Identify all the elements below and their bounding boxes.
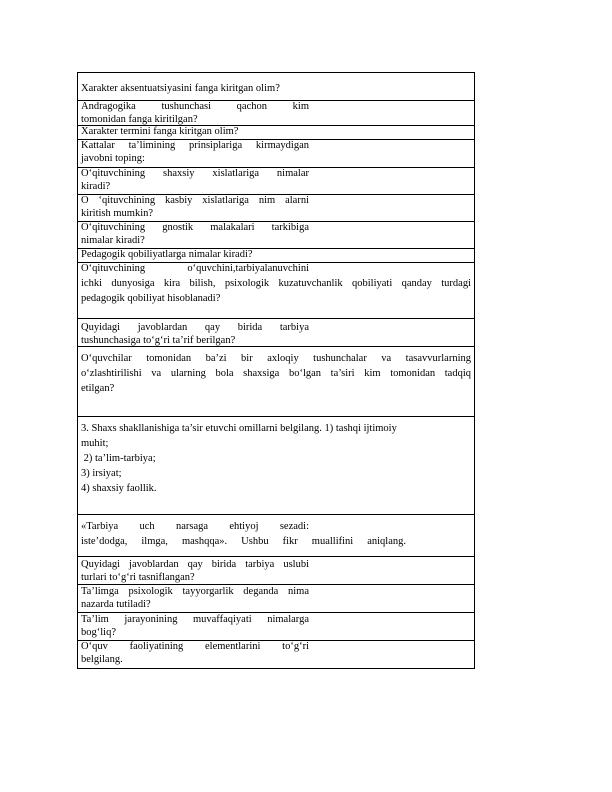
question-text: tushunchasiga to‘g‘ri ta’rif berilgan? bbox=[81, 334, 236, 346]
question-text: kiritish mumkin? bbox=[81, 207, 154, 219]
table-row bbox=[78, 515, 474, 557]
table-row bbox=[78, 168, 474, 195]
question-text: Kattalar ta’limining prinsiplariga kirmaydigan bbox=[81, 140, 309, 151]
question-text: Andragogika tushunchasi qachon kim bbox=[81, 101, 309, 112]
question-text: pedagogik qobiliyat hisoblanadi? bbox=[81, 292, 221, 304]
question-text: muhit; bbox=[81, 438, 109, 449]
question-text: Xarakter aksentuatsiyasini fanga kiritgan olim? bbox=[81, 83, 280, 94]
question-text: 3) irsiyat; bbox=[81, 468, 122, 479]
question-text: O‘quv faoliyatining elementlarini to‘g‘ri bbox=[81, 641, 309, 652]
question-table bbox=[77, 72, 475, 669]
question-text: O‘qituvchining gnostik malakalari tarkibiga bbox=[81, 222, 309, 233]
question-text: turlari to‘g‘ri tasniflangan? bbox=[81, 571, 195, 583]
table-row bbox=[78, 249, 474, 263]
question-text: Ta’limga psixologik tayyorgarlik deganda nima bbox=[81, 586, 309, 597]
table-row bbox=[78, 585, 474, 613]
table-row bbox=[78, 613, 474, 641]
question-text: Quyidagi javoblardan qay birida tarbiya bbox=[81, 322, 309, 333]
question-text: tomonidan fanga kiritilgan? bbox=[81, 113, 198, 125]
question-text: Pedagogik qobiliyatlarga nimalar kiradi? bbox=[81, 249, 253, 260]
table-row bbox=[78, 140, 474, 168]
table-row bbox=[78, 222, 474, 249]
question-text: javobni toping: bbox=[81, 152, 145, 164]
question-text: nazarda tutiladi? bbox=[81, 598, 151, 610]
question-text: o‘zlashtirilishi va ularning bola shaxsiga bo‘lgan ta’siri kim tomonidan tadqiq bbox=[81, 368, 471, 379]
question-text: O‘quvchilar tomonidan ba’zi bir axloqiy tushunchalar va tasavvurlarning bbox=[81, 353, 471, 364]
question-text: Ta’lim jarayonining muvaffaqiyati nimalarga bbox=[81, 614, 309, 625]
table-row bbox=[78, 101, 474, 126]
question-text: belgilang. bbox=[81, 653, 123, 665]
table-row bbox=[78, 347, 474, 417]
question-text: «Tarbiya uch narsaga ehtiyoj sezadi: bbox=[81, 521, 309, 532]
table-row bbox=[78, 557, 474, 585]
table-row bbox=[78, 126, 474, 140]
question-text: 2) ta’lim-tarbiya; bbox=[81, 453, 156, 464]
question-text: bog‘liq? bbox=[81, 626, 116, 638]
question-text: 4) shaxsiy faollik. bbox=[81, 483, 157, 494]
question-text: etilgan? bbox=[81, 383, 115, 394]
question-text: Xarakter termini fanga kiritgan olim? bbox=[81, 126, 239, 137]
question-text: nimalar kiradi? bbox=[81, 234, 145, 246]
question-text: O ‘qituvchining kasbiy xislatlariga nim alarni bbox=[81, 195, 309, 206]
table-row bbox=[78, 641, 474, 668]
question-text: O‘qituvchining o‘quvchini,tarbiyalanuvchini bbox=[81, 263, 309, 274]
table-row bbox=[78, 263, 474, 319]
table-row bbox=[78, 195, 474, 222]
table-row bbox=[78, 73, 474, 101]
question-text: iste’dodga, ilmga, mashqqa». Ushbu fikr muallifini aniqlang. bbox=[81, 536, 406, 547]
question-text: Quyidagi javoblardan qay birida tarbiya uslubi bbox=[81, 559, 309, 570]
table-row bbox=[78, 319, 474, 347]
question-text: kiradi? bbox=[81, 180, 111, 192]
question-text: O‘qituvchining shaxsiy xislatlariga nimalar bbox=[81, 168, 309, 179]
question-text: ichki dunyosiga kira bilish, psixologik kuzatuvchanlik qobiliyati qanday turdagi bbox=[81, 277, 471, 289]
table-row bbox=[78, 417, 474, 515]
question-text: 3. Shaxs shakllanishiga ta’sir etuvchi omillarni belgilang. 1) tashqi ijtimoiy bbox=[81, 423, 397, 434]
